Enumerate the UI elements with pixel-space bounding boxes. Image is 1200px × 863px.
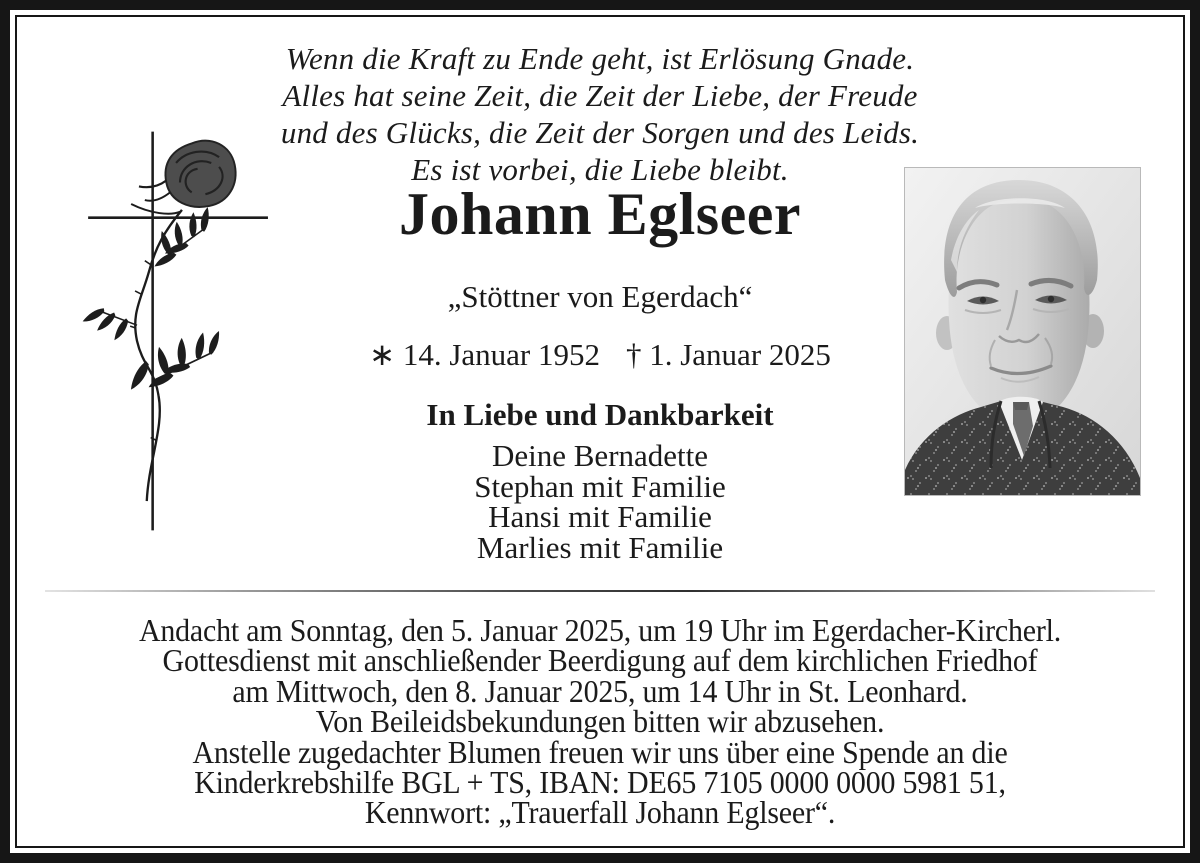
house-name: „Stöttner von Egerdach“ (447, 279, 753, 314)
announcements (30, 613, 1170, 831)
announcement-line: am Mittwoch, den 8. Januar 2025, um 14 Uhr in St. Leonhard. (232, 673, 968, 709)
epigraph-line: Es ist vorbei, die Liebe bleibt. (411, 152, 789, 187)
section-divider (45, 590, 1155, 592)
deceased-name: Johann Eglseer (398, 181, 802, 247)
farewell-heading: In Liebe und Dankbarkeit (426, 397, 774, 432)
portrait-photo (904, 167, 1141, 496)
announcement-line: Von Beileidsbekundungen bitten wir abzusehen. (315, 704, 885, 740)
announcement-line: Andacht am Sonntag, den 5. Januar 2025, um 19 Uhr im Egerdacher-Kircherl. (138, 613, 1062, 648)
mourner: Marlies mit Familie (476, 529, 724, 565)
mourner: Stephan mit Familie (474, 468, 726, 504)
mourner: Deine Bernadette (491, 438, 709, 473)
announcement-line: Kinderkrebshilfe BGL + TS, IBAN: DE65 7105 0000 0000 5981 51, (194, 765, 1006, 801)
announcement-line: Kennwort: „Trauerfall Johann Eglseer“. (364, 795, 836, 831)
mourner: Hansi mit Familie (488, 499, 712, 534)
announcement-line: Anstelle zugedachter Blumen freuen wir uns über eine Spende an die (192, 734, 1008, 770)
epigraph (0, 40, 1200, 188)
epigraph-line: Alles hat seine Zeit, die Zeit der Liebe, der Freude (282, 78, 918, 113)
death-date: † 1. Januar 2025 (625, 337, 831, 372)
epigraph-line: Wenn die Kraft zu Ende geht, ist Erlösung Gnade. (285, 41, 915, 76)
epigraph-line: und des Glücks, die Zeit der Sorgen und des Leids. (280, 115, 920, 150)
birth-date: ∗ 14. Januar 1952 (369, 337, 600, 372)
announcement-line: Gottesdienst mit anschließender Beerdigung auf dem kirchlichen Friedhof (162, 643, 1038, 679)
